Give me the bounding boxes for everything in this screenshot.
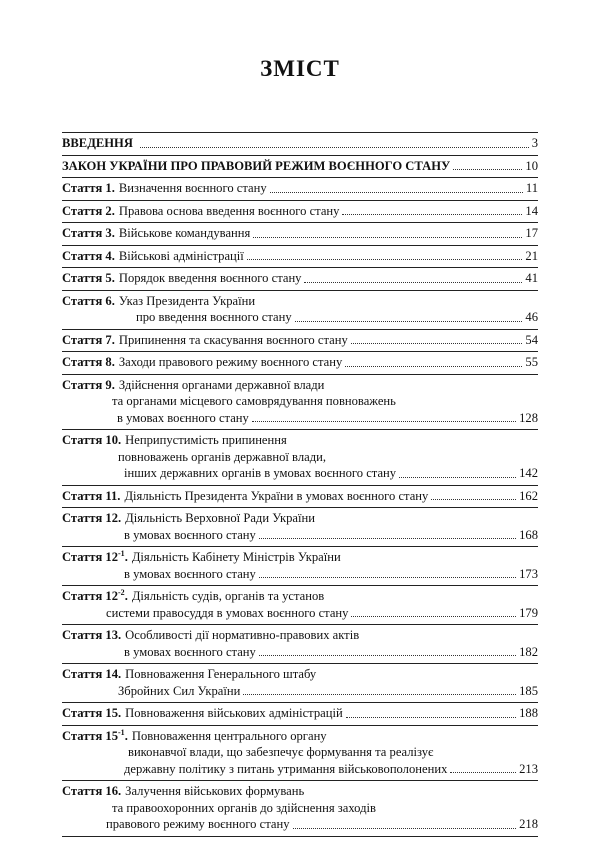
toc-page-number: 188: [519, 706, 538, 720]
toc-entry-title: в умовах воєнного стану: [124, 527, 256, 542]
dot-leader: [270, 192, 523, 193]
dot-leader: [345, 366, 522, 367]
toc-entry-title: правового режиму воєнного стану: [106, 817, 290, 831]
toc-page-number: 54: [525, 332, 538, 347]
dot-leader: [259, 538, 516, 539]
toc-entry-number: Стаття 11.: [62, 488, 121, 503]
dot-leader: [351, 616, 516, 617]
toc-entry[interactable]: [62, 781, 538, 837]
toc-entry[interactable]: [62, 178, 538, 201]
dot-leader: [140, 147, 529, 148]
toc-entry-title: Діяльність Кабінету Міністрів України: [131, 550, 341, 564]
toc-entry-title: Повноваження центрального органу: [131, 728, 327, 743]
toc-entry[interactable]: [62, 132, 538, 156]
toc-page-number: 218: [519, 817, 538, 831]
toc-entry-title: Здійснення органами державної влади: [118, 377, 325, 392]
dot-leader: [399, 477, 516, 478]
toc-entry-number: Стаття 7.: [62, 332, 115, 347]
toc-entry[interactable]: [62, 375, 538, 431]
toc-entry-title: Збройних Сил України: [118, 683, 241, 698]
toc-entry[interactable]: [62, 201, 538, 224]
toc-entry-title: Діяльність Верховної Ради України: [125, 511, 316, 525]
toc-page-number: 46: [525, 310, 538, 324]
toc-entry-title: Повноваження військових адміністрацій: [125, 706, 343, 720]
toc-entry-number: Стаття 3.: [62, 226, 115, 240]
toc-page-number: 10: [525, 158, 538, 173]
toc-entry[interactable]: [62, 352, 538, 375]
toc-entry-number: Стаття 13.: [62, 628, 122, 642]
toc-entry[interactable]: [62, 664, 538, 703]
toc-page-number: 213: [519, 761, 538, 776]
toc-entry-title: Правова основа введення воєнного стану: [118, 203, 340, 218]
toc-entry-title: та органами місцевого самоврядування повноважень: [112, 394, 396, 408]
toc-entry-number: Стаття 6.: [62, 293, 115, 308]
toc-page-number: 21: [525, 248, 538, 263]
toc-entry-title: Неприпустимість припинення: [125, 433, 287, 447]
table-of-contents: [62, 132, 538, 837]
toc-entry-title: в умовах воєнного стану: [124, 566, 256, 581]
dot-leader: [295, 321, 523, 322]
dot-leader: [293, 828, 517, 829]
toc-entry-title: Військові адміністрації: [118, 248, 244, 263]
toc-entry-number: Стаття 14.: [62, 667, 122, 681]
toc-entry-title: повноважень органів державної влади,: [118, 449, 326, 464]
toc-entry-title: Повноваження Генерального штабу: [125, 667, 317, 681]
toc-entry-title: Військове командування: [118, 226, 251, 240]
page-title: ЗМІСТ: [260, 56, 340, 81]
dot-leader: [351, 343, 523, 344]
dot-leader: [253, 237, 522, 238]
toc-entry-title: Заходи правового режиму воєнного стану: [118, 355, 343, 369]
toc-entry-title: Особливості дії нормативно-правових актів: [125, 628, 360, 642]
toc-entry-number: Стаття 8.: [62, 355, 115, 369]
toc-page-number: 142: [519, 466, 538, 480]
toc-entry-number: Стаття 16.: [62, 784, 122, 798]
toc-entry-title: Визначення воєнного стану: [118, 181, 267, 195]
toc-entry-number: Стаття 15.: [62, 706, 122, 720]
toc-entry[interactable]: [62, 223, 538, 246]
toc-entry-number: Стаття $12^{-1}$.: [62, 548, 128, 564]
toc-entry[interactable]: [62, 156, 538, 179]
toc-entry-title: та правоохоронних органів до здійснення заходів: [112, 800, 376, 815]
toc-page-number: 17: [525, 226, 538, 240]
dot-leader: [450, 772, 516, 773]
toc-entry-number: Стаття $12^{-2}$.: [62, 587, 128, 603]
toc-entry-superscript: -1: [118, 548, 125, 558]
toc-entry-title: інших державних органів в умовах воєнного стану: [124, 466, 397, 480]
toc-entry[interactable]: [62, 291, 538, 330]
toc-entry[interactable]: [62, 430, 538, 486]
toc-entry-title: державну політику з питань утримання військовополонених: [124, 761, 448, 776]
dot-leader: [259, 577, 516, 578]
dot-leader: [342, 214, 522, 215]
toc-page-number: 11: [525, 181, 538, 195]
toc-entry-title: про введення воєнного стану: [136, 310, 292, 324]
toc-entry-number: Стаття 4.: [62, 248, 115, 263]
toc-entry-title: Указ Президента України: [118, 293, 256, 308]
dot-leader: [453, 169, 522, 170]
toc-page-number: 162: [519, 488, 538, 503]
toc-entry-superscript: -1: [118, 727, 125, 737]
toc-page-number: 14: [525, 203, 538, 218]
toc-entry-number: Стаття 2.: [62, 203, 115, 218]
toc-entry-title: Порядок введення воєнного стану: [118, 271, 302, 285]
dot-leader: [243, 694, 516, 695]
dot-leader: [346, 717, 516, 718]
toc-entry-title: ЗАКОН УКРАЇНИ ПРО ПРАВОВИЙ РЕЖИМ ВОЄННОГО СТАНУ: [62, 158, 451, 173]
toc-entry-number: Стаття 5.: [62, 271, 115, 285]
toc-entry-title: Діяльність судів, органів та установ: [131, 589, 325, 603]
dot-leader: [431, 499, 516, 500]
toc-entry[interactable]: [62, 726, 538, 782]
toc-entry-title: Залучення військових формувань: [125, 784, 305, 798]
toc-entry-number: ВВЕДЕННЯ: [62, 136, 133, 150]
dot-leader: [304, 282, 522, 283]
toc-entry[interactable]: [62, 703, 538, 726]
toc-entry-number: Стаття 9.: [62, 377, 115, 392]
toc-page-number: 179: [519, 605, 538, 620]
toc-entry[interactable]: [62, 625, 538, 664]
toc-entry-number: Стаття 10.: [62, 433, 122, 447]
toc-entry-number: Стаття 1.: [62, 181, 115, 195]
toc-entry-title: в умовах воєнного стану: [117, 410, 249, 425]
toc-entry-number: Стаття 12.: [62, 511, 122, 525]
toc-entry[interactable]: [62, 246, 538, 269]
toc-page-number: 128: [519, 410, 538, 425]
toc-entry-title: Припинення та скасування воєнного стану: [118, 332, 348, 347]
toc-entry-superscript: -2: [118, 587, 125, 597]
dot-leader: [252, 421, 516, 422]
toc-entry[interactable]: [62, 486, 538, 509]
toc-page-number: 173: [519, 566, 538, 581]
toc-entry-title: в умовах воєнного стану: [124, 644, 256, 659]
toc-entry-title: системи правосуддя в умовах воєнного стану: [106, 605, 349, 620]
toc-entry-title: виконавчої влади, що забезпечує формування та реалізує: [128, 745, 434, 759]
toc-entry-title: Діяльність Президента України в умовах воєнного стану: [124, 488, 429, 503]
toc-page-number: 41: [525, 271, 538, 285]
toc-page-number: 168: [519, 527, 538, 542]
toc-entry[interactable]: [62, 586, 538, 625]
toc-page-number: 55: [525, 355, 538, 369]
dot-leader: [259, 655, 516, 656]
toc-page-number: 3: [531, 136, 538, 150]
toc-entry[interactable]: [62, 268, 538, 291]
toc-entry[interactable]: [62, 508, 538, 547]
toc-page-number: 182: [519, 644, 538, 659]
toc-entry[interactable]: [62, 547, 538, 586]
toc-entry-number: Стаття $15^{-1}$.: [62, 727, 128, 743]
dot-leader: [247, 259, 523, 260]
toc-page-number: 185: [519, 683, 538, 698]
toc-entry[interactable]: [62, 330, 538, 353]
